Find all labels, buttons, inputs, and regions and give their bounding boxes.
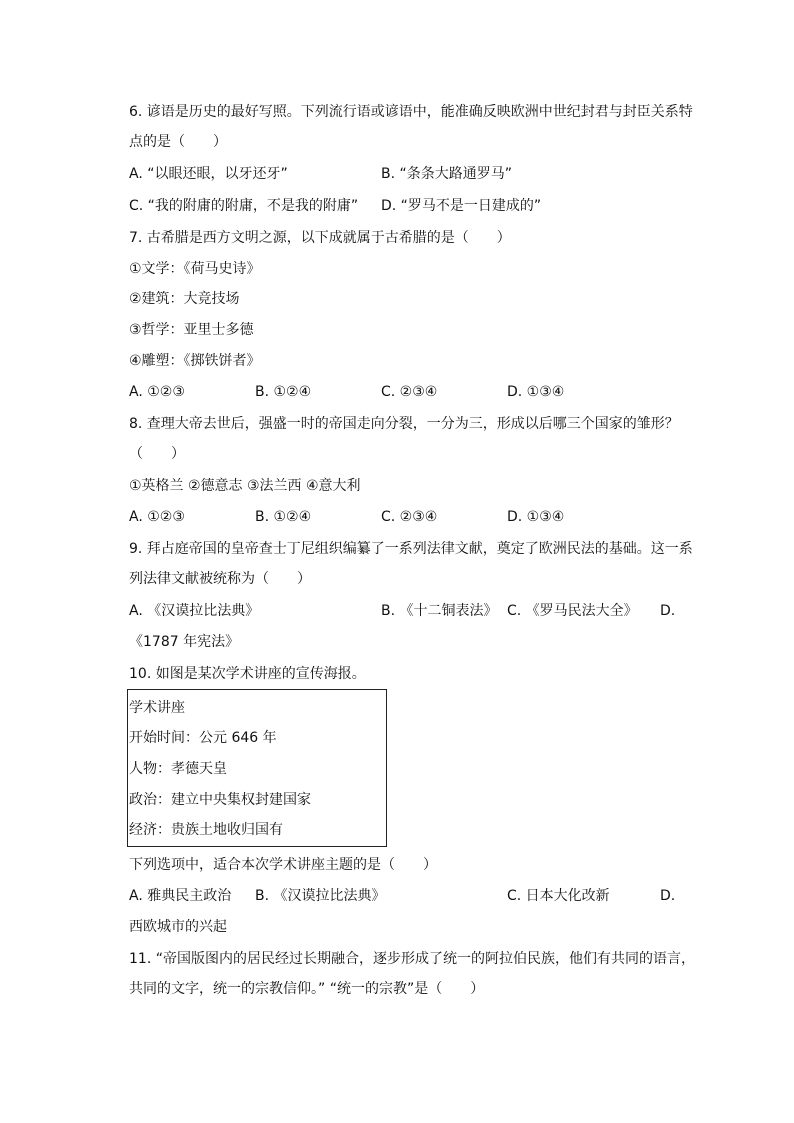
q8-stem-line2: （ ） — [129, 446, 185, 462]
q7-option-c: C. ②③④ — [381, 384, 438, 400]
q7-option-d: D. ①③④ — [507, 384, 565, 400]
q7-item-2: ②建筑：大竞技场 — [129, 291, 240, 307]
q7-stem: 7. 古希腊是西方文明之源，以下成就属于古希腊的是（ ） — [129, 230, 511, 246]
q8-items: ①英格兰 ②德意志 ③法兰西 ④意大利 — [129, 478, 361, 494]
q8-option-d: D. ①③④ — [507, 509, 565, 525]
q9-stem-line1: 9. 拜占庭帝国的皇帝查士丁尼组织编纂了一系列法律文献，奠定了欧洲民法的基础。这一系 — [129, 541, 693, 557]
q9-option-d: D. — [660, 603, 676, 619]
q10-option-b: B. 《汉谟拉比法典》 — [255, 888, 386, 904]
q6-option-c: C. “我的附庸的附庸，不是我的附庸” — [129, 198, 359, 214]
poster-economy: 经济：贵族土地收归国有 — [129, 822, 283, 838]
q7-item-3: ③哲学：亚里士多德 — [129, 322, 254, 338]
q8-stem-line1: 8. 查理大帝去世后，强盛一时的帝国走向分裂，一分为三，形成以后哪三个国家的雏形？ — [129, 416, 679, 432]
poster-politics: 政治：建立中央集权封建国家 — [129, 792, 311, 808]
q9-option-a: A. 《汉谟拉比法典》 — [129, 603, 260, 619]
q6-stem-line2: 点的是（ ） — [129, 134, 227, 150]
q11-stem-line2: 共同的文字，统一的宗教信仰。” “统一的宗教”是（ ） — [129, 981, 485, 997]
q8-option-c: C. ②③④ — [381, 509, 438, 525]
q6-option-b: B. “条条大路通罗马” — [381, 166, 513, 182]
poster-start-time: 开始时间：公元 646 年 — [129, 730, 277, 746]
q9-option-b: B. 《十二铜表法》 — [381, 603, 498, 619]
poster-title: 学术讲座 — [129, 700, 185, 716]
q7-option-b: B. ①②④ — [255, 384, 312, 400]
q10-option-d-continued: 西欧城市的兴起 — [129, 919, 227, 935]
q6-stem-line1: 6. 谚语是历史的最好写照。下列流行语或谚语中，能准确反映欧洲中世纪封君与封臣关系特 — [129, 104, 693, 120]
q6-option-d: D. “罗马不是一日建成的” — [381, 198, 542, 214]
q7-item-1: ①文学：《荷马史诗》 — [129, 261, 261, 277]
q10-stem: 10. 如图是某次学术讲座的宣传海报。 — [129, 666, 366, 682]
q10-option-d: D. — [660, 888, 676, 904]
poster-person: 人物：孝德天皇 — [129, 761, 227, 777]
q9-option-c: C. 《罗马民法大全》 — [507, 603, 638, 619]
q9-option-d-continued: 《1787 年宪法》 — [129, 634, 240, 650]
q6-option-a: A. “以眼还眼，以牙还牙” — [129, 166, 288, 182]
q9-stem-line2: 列法律文献被统称为（ ） — [129, 571, 311, 587]
q8-option-a: A. ①②③ — [129, 509, 185, 525]
q10-option-c: C. 日本大化改新 — [507, 888, 610, 904]
q11-stem-line1: 11. “帝国版图内的居民经过长期融合，逐步形成了统一的阿拉伯民族，他们有共同的语言， — [129, 951, 695, 967]
q10-ask: 下列选项中，适合本次学术讲座主题的是（ ） — [129, 857, 437, 873]
q10-option-a: A. 雅典民主政治 — [129, 888, 232, 904]
q7-option-a: A. ①②③ — [129, 384, 185, 400]
q8-option-b: B. ①②④ — [255, 509, 312, 525]
lecture-poster — [127, 689, 387, 847]
q7-item-4: ④雕塑：《掷铁饼者》 — [129, 353, 261, 369]
